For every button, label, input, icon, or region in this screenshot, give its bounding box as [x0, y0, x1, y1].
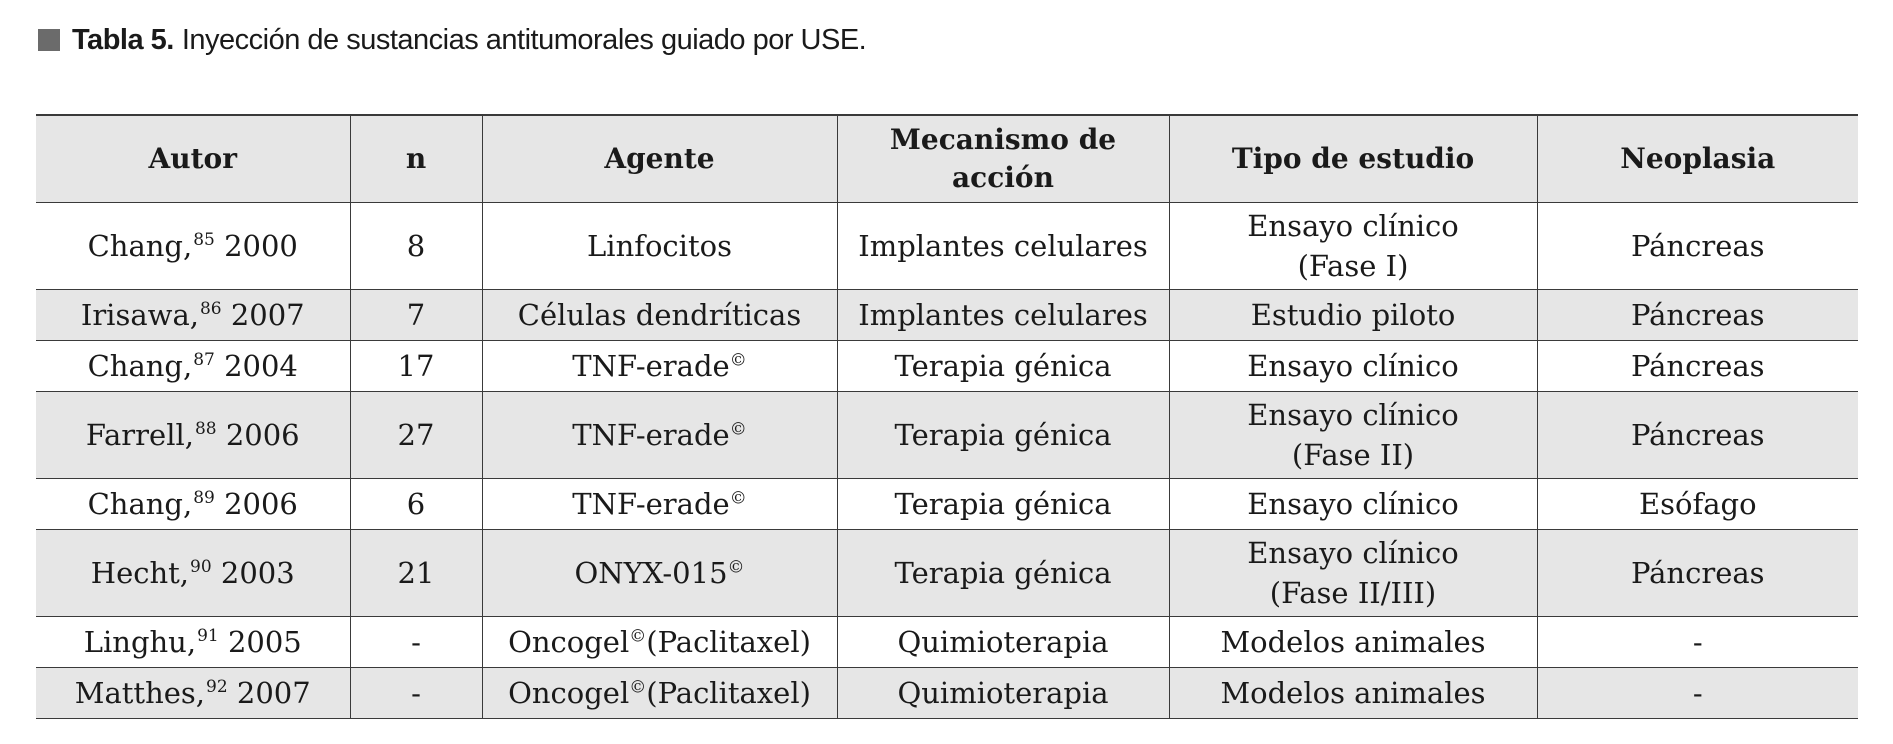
autor-year: 2006 [225, 418, 300, 452]
tipo-line-1: Ensayo clínico [1247, 209, 1459, 243]
table-row [36, 530, 1858, 617]
studies-table [36, 114, 1858, 719]
cell-tipo [1169, 530, 1537, 617]
autor-name: Irisawa, [80, 298, 199, 332]
autor-name: Hecht, [90, 556, 190, 590]
cell-n: 6 [350, 479, 482, 530]
cell-neoplasia: Esófago [1537, 479, 1858, 530]
caption-label: Tabla 5. [72, 23, 174, 56]
cell-neoplasia: Páncreas [1537, 290, 1858, 341]
cell-neoplasia: - [1537, 668, 1858, 719]
cell-autor [36, 392, 350, 479]
autor-year: 2007 [230, 298, 305, 332]
tipo-line-1: Ensayo clínico [1247, 536, 1459, 570]
agente-extra: (Paclitaxel) [646, 625, 811, 659]
cell-autor [36, 530, 350, 617]
autor-ref: 89 [193, 488, 215, 509]
tipo-line-2: (Fase II/III) [1269, 576, 1437, 610]
cell-neoplasia: - [1537, 617, 1858, 668]
cell-n: - [350, 668, 482, 719]
cell-mecanismo: Terapia génica [837, 392, 1169, 479]
cell-mecanismo: Implantes celulares [837, 290, 1169, 341]
cell-mecanismo: Terapia génica [837, 341, 1169, 392]
autor-name: Chang, [87, 487, 193, 521]
table-header-row [36, 115, 1858, 203]
autor-name: Chang, [87, 349, 193, 383]
cell-autor [36, 203, 350, 290]
cell-agente [482, 392, 837, 479]
autor-name: Farrell, [85, 418, 194, 452]
autor-ref: 91 [197, 626, 219, 647]
agente-mark: © [629, 677, 647, 698]
agente-mark: © [629, 626, 647, 647]
table-caption [38, 20, 866, 60]
agente-extra: (Paclitaxel) [646, 676, 811, 710]
header-agente: Agente [482, 115, 837, 203]
agente-name: Oncogel [508, 625, 630, 659]
agente-name: Oncogel [508, 676, 630, 710]
agente-name: TNF-erade [572, 487, 730, 521]
autor-name: Chang, [87, 229, 193, 263]
tipo-line-1: Ensayo clínico [1247, 487, 1459, 521]
cell-mecanismo: Quimioterapia [837, 617, 1169, 668]
tipo-line-1: Ensayo clínico [1247, 349, 1459, 383]
autor-ref: 86 [199, 299, 222, 320]
cell-n: - [350, 617, 482, 668]
tipo-line-2: (Fase II) [1291, 438, 1415, 472]
cell-agente [482, 668, 837, 719]
autor-year: 2004 [224, 349, 298, 383]
agente-name: TNF-erade [572, 349, 730, 383]
cell-n: 27 [350, 392, 482, 479]
cell-neoplasia: Páncreas [1537, 203, 1858, 290]
table-body [36, 203, 1858, 719]
autor-ref: 92 [206, 677, 228, 698]
autor-ref: 88 [194, 419, 217, 440]
agente-name: TNF-erade [572, 418, 730, 452]
tipo-line-2: (Fase I) [1297, 249, 1409, 283]
agente-mark: © [729, 419, 747, 440]
autor-ref: 90 [190, 557, 212, 578]
agente-mark: © [729, 488, 747, 509]
table-row [36, 341, 1858, 392]
cell-autor [36, 479, 350, 530]
tipo-line-1: Modelos animales [1220, 676, 1486, 710]
autor-ref: 85 [193, 230, 215, 251]
autor-year: 2000 [224, 229, 298, 263]
cell-n: 21 [350, 530, 482, 617]
table-row [36, 392, 1858, 479]
table-row [36, 290, 1858, 341]
table-row [36, 617, 1858, 668]
cell-agente [482, 203, 837, 290]
autor-name: Linghu, [83, 625, 197, 659]
table-row [36, 203, 1858, 290]
autor-ref: 87 [193, 350, 215, 371]
cell-mecanismo: Quimioterapia [837, 668, 1169, 719]
cell-autor [36, 617, 350, 668]
header-n: n [350, 115, 482, 203]
cell-agente [482, 341, 837, 392]
tipo-line-1: Estudio piloto [1250, 298, 1456, 332]
cell-n: 17 [350, 341, 482, 392]
autor-name: Matthes, [74, 676, 206, 710]
agente-name: ONYX-015 [574, 556, 728, 590]
cell-neoplasia: Páncreas [1537, 341, 1858, 392]
header-autor: Autor [36, 115, 350, 203]
cell-n: 7 [350, 290, 482, 341]
agente-name: Células dendríticas [517, 298, 802, 332]
header-tipo: Tipo de estudio [1169, 115, 1537, 203]
autor-year: 2003 [220, 556, 295, 590]
cell-agente [482, 617, 837, 668]
agente-mark: © [727, 557, 745, 578]
cell-mecanismo: Terapia génica [837, 530, 1169, 617]
tipo-line-1: Ensayo clínico [1247, 398, 1459, 432]
cell-agente [482, 530, 837, 617]
cell-n: 8 [350, 203, 482, 290]
agente-mark: © [729, 350, 747, 371]
cell-mecanismo: Terapia génica [837, 479, 1169, 530]
table-row [36, 479, 1858, 530]
cell-tipo [1169, 617, 1537, 668]
cell-neoplasia: Páncreas [1537, 530, 1858, 617]
cell-tipo [1169, 290, 1537, 341]
cell-neoplasia: Páncreas [1537, 392, 1858, 479]
table-row [36, 668, 1858, 719]
cell-autor [36, 668, 350, 719]
autor-year: 2006 [224, 487, 298, 521]
cell-agente [482, 479, 837, 530]
caption-square-icon [38, 29, 60, 51]
cell-agente [482, 290, 837, 341]
cell-tipo [1169, 668, 1537, 719]
header-mecanismo: Mecanismo de acción [837, 115, 1169, 203]
caption-text: Inyección de sustancias antitumorales guiado por USE. [181, 23, 867, 56]
cell-mecanismo: Implantes celulares [837, 203, 1169, 290]
cell-autor [36, 341, 350, 392]
cell-tipo [1169, 203, 1537, 290]
cell-autor [36, 290, 350, 341]
cell-tipo [1169, 341, 1537, 392]
tipo-line-1: Modelos animales [1220, 625, 1486, 659]
cell-tipo [1169, 392, 1537, 479]
agente-name: Linfocitos [587, 229, 732, 263]
autor-year: 2007 [236, 676, 311, 710]
autor-year: 2005 [227, 625, 302, 659]
header-neoplasia: Neoplasia [1537, 115, 1858, 203]
cell-tipo [1169, 479, 1537, 530]
